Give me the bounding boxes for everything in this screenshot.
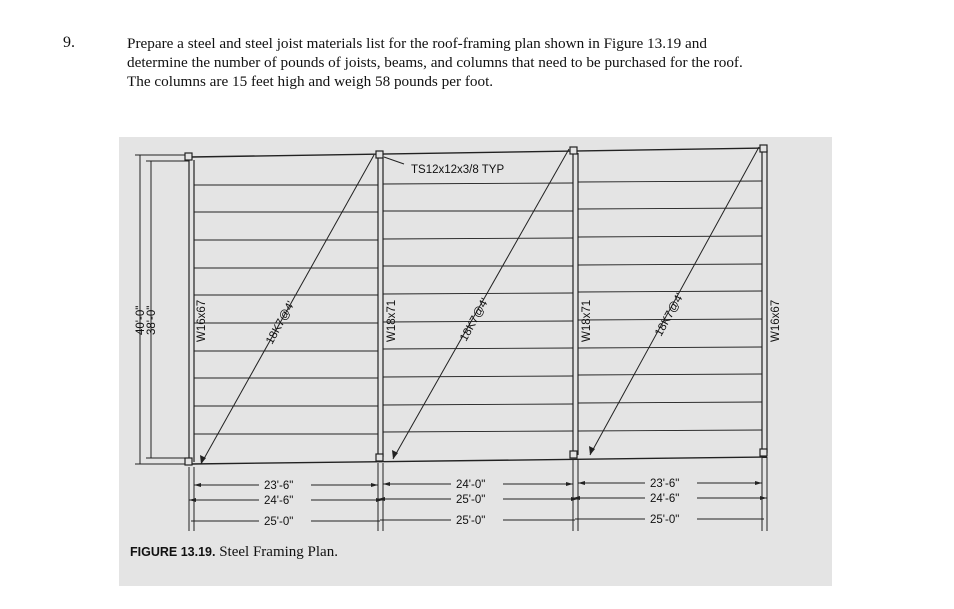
joist-label-1: 18K7@4' [264, 299, 298, 347]
column-note-leader [384, 157, 404, 164]
top-girder [191, 148, 767, 157]
column-note-label: TS12x12x3/8 TYP [411, 164, 505, 176]
figure-caption [130, 544, 338, 561]
bay2-joist-span: 24'-0" [456, 479, 486, 491]
beam-label-2: W18x71 [386, 299, 398, 342]
beam-label-1: W16x67 [196, 299, 208, 342]
bay1-column-to-column: 25'-0" [264, 516, 294, 528]
joist-label-2: 18K7@4' [458, 296, 492, 344]
bay2-beam-to-beam: 25'-0" [456, 494, 486, 506]
joist-label-3: 18K7@4' [653, 291, 687, 339]
bay3-beam-to-beam: 24'-6" [650, 493, 680, 505]
dim-label-40ft: 40'-0" [135, 305, 147, 335]
figure-caption-label: FIGURE 13.19. [130, 545, 216, 559]
bay1-beam-to-beam: 24'-6" [264, 495, 294, 507]
framing-plan-drawing [119, 137, 832, 586]
bay1-joist-span: 23'-6" [264, 480, 294, 492]
question-line-2: determine the number of pounds of joists, beams, and columns that need to be purchased for the roof. [127, 54, 743, 71]
bay3-joist-span: 23'-6" [650, 478, 680, 490]
beam-label-4: W16x67 [770, 299, 782, 342]
question-line-1: Prepare a steel and steel joist materials list for the roof-framing plan shown in Figure 13.19 and [127, 35, 707, 52]
question-number: 9. [63, 34, 75, 51]
dim-label-38ft: 38'-0" [146, 305, 158, 335]
framing-plan-figure [119, 137, 832, 586]
bottom-girder [191, 457, 767, 464]
question-text [127, 34, 907, 91]
beam-label-3: W18x71 [581, 299, 593, 342]
bay3-column-to-column: 25'-0" [650, 514, 680, 526]
bay2-column-to-column: 25'-0" [456, 515, 486, 527]
figure-caption-text: Steel Framing Plan. [219, 544, 338, 560]
question-line-3: The columns are 15 feet high and weigh 58 pounds per foot. [127, 73, 494, 90]
